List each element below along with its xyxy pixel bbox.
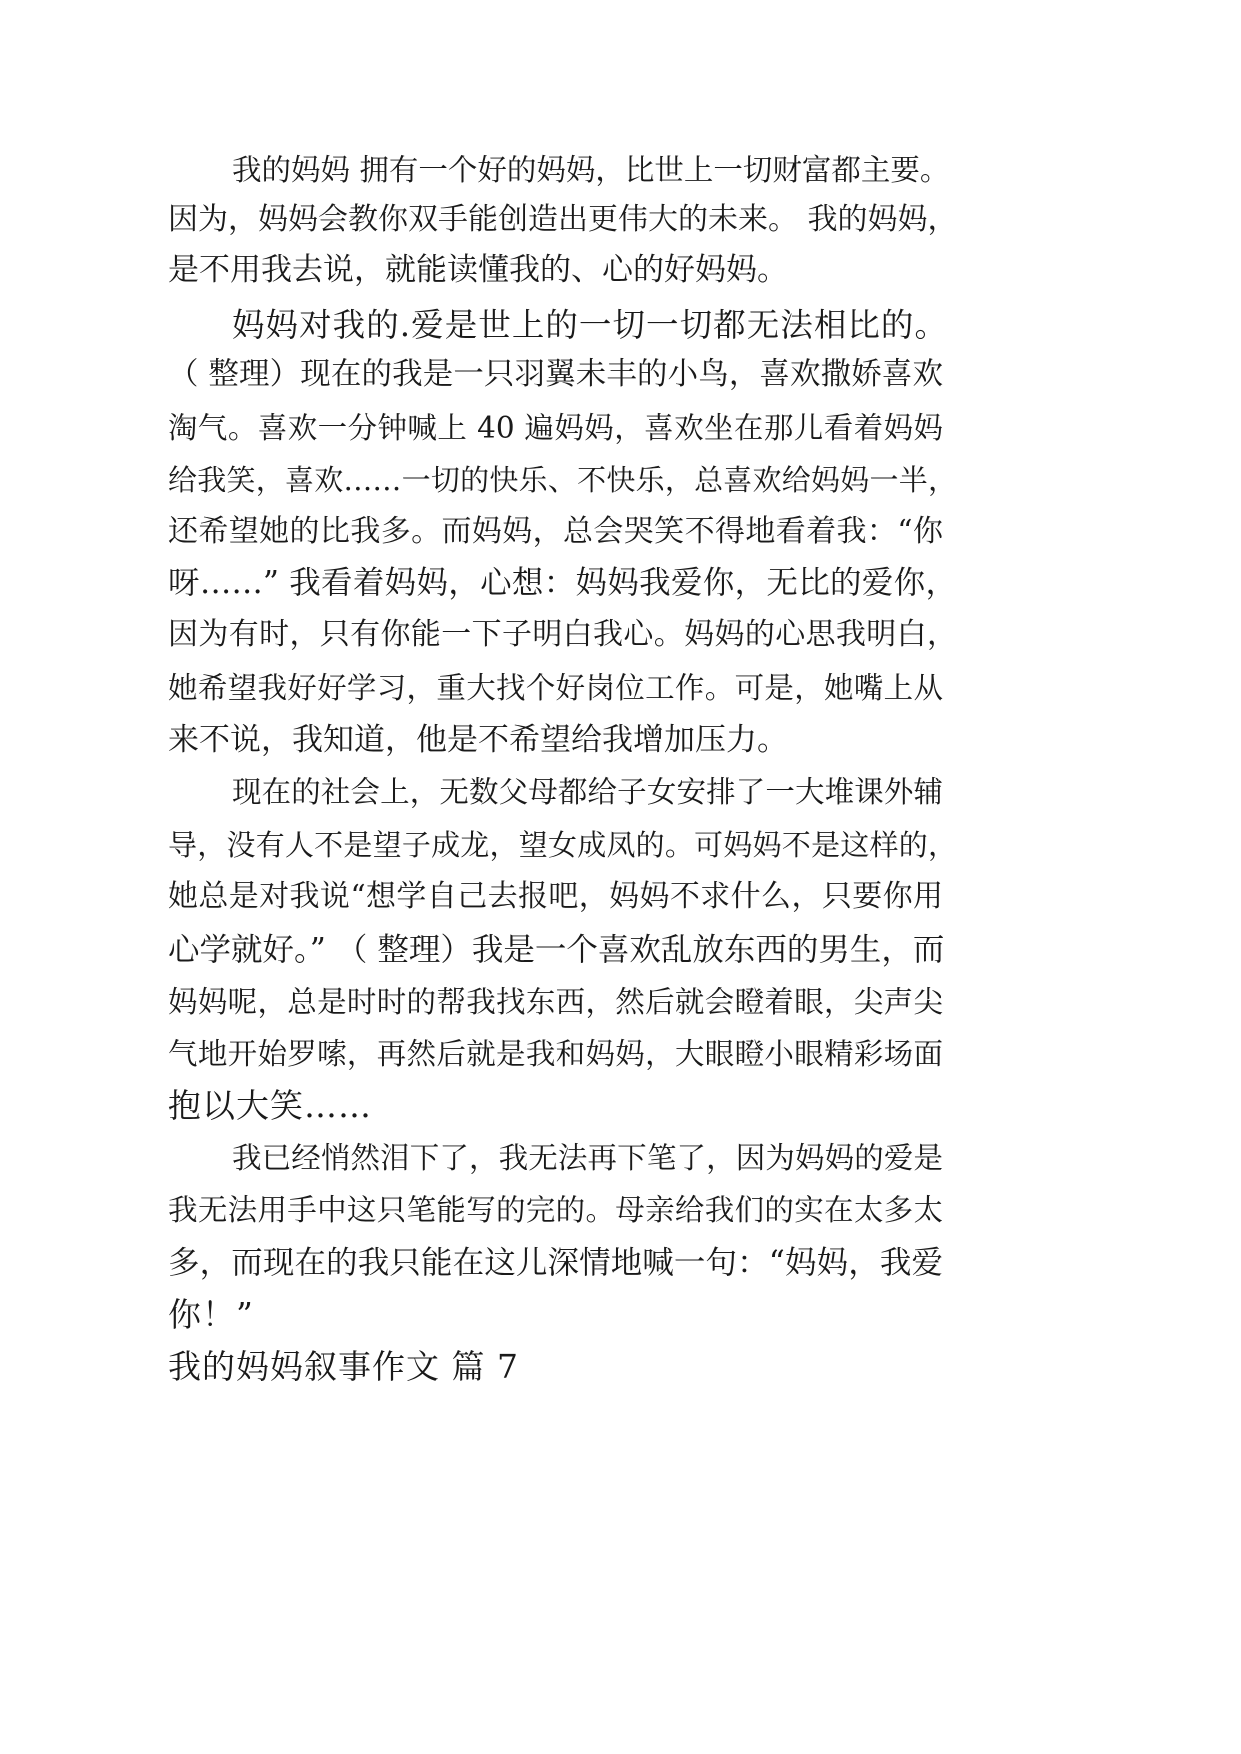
text-line: 因为有时，只有你能一下子明白我心。妈妈的心思我明白，: [168, 617, 957, 652]
text-line: 给我笑，喜欢……一切的快乐、不快乐，总喜欢给妈妈一半，: [168, 463, 957, 497]
text-line: 我已经悄然泪下了，我无法再下笔了，因为妈妈的爱是: [232, 1141, 943, 1175]
text-line: 呀……” 我看着妈妈，心想：妈妈我爱你，无比的爱你，: [168, 565, 957, 601]
text-line: 来不说，我知道，他是不希望给我增加压力。: [168, 722, 788, 758]
text-line: 你！”: [168, 1295, 254, 1334]
section-heading: 我的妈妈叙事作文 篇 7: [168, 1347, 519, 1386]
text-line: （ 整理）现在的我是一只羽翼未丰的小鸟，喜欢撒娇喜欢: [168, 357, 943, 392]
text-line: 因为，妈妈会教你双手能创造出更伟大的未来。 我的妈妈，: [168, 202, 958, 237]
text-line: 导，没有人不是望子成龙，望女成凤的。可妈妈不是这样的，: [168, 828, 957, 862]
text-line: 抱以大笑……: [168, 1086, 372, 1125]
text-line: 心学就好。” （ 整理）我是一个喜欢乱放东西的男生，而: [168, 932, 945, 968]
text-line: 气地开始罗嗦，再然后就是我和妈妈，大眼瞪小眼精彩场面: [168, 1037, 943, 1071]
text-line: 妈妈呢，总是时时的帮我找东西，然后就会瞪着眼，尖声尖: [168, 985, 943, 1019]
text-line: 是不用我去说，就能读懂我的、心的好妈妈。: [168, 252, 788, 288]
text-line: 妈妈对我的.爱是世上的一切一切都无法相比的。: [232, 306, 947, 344]
text-line: 我无法用手中这只笔能写的完的。母亲给我们的实在太多太: [168, 1193, 943, 1227]
text-line: 她总是对我说“想学自己去报吧，妈妈不求什么，只要你用: [168, 879, 943, 914]
text-line: 我的妈妈 拥有一个好的妈妈，比世上一切财富都主要。: [232, 153, 950, 187]
text-line: 淘气。喜欢一分钟喊上 40 遍妈妈，喜欢坐在那儿看着妈妈: [168, 411, 943, 445]
text-line: 还希望她的比我多。而妈妈，总会哭笑不得地看着我：“你: [168, 514, 943, 549]
text-line: 她希望我好好学习，重大找个好岗位工作。可是，她嘴上从: [168, 671, 943, 705]
text-line: 多，而现在的我只能在这儿深情地喊一句：“妈妈，我爱: [168, 1245, 943, 1281]
text-line: 现在的社会上，无数父母都给子女安排了一大堆课外辅: [232, 775, 943, 809]
